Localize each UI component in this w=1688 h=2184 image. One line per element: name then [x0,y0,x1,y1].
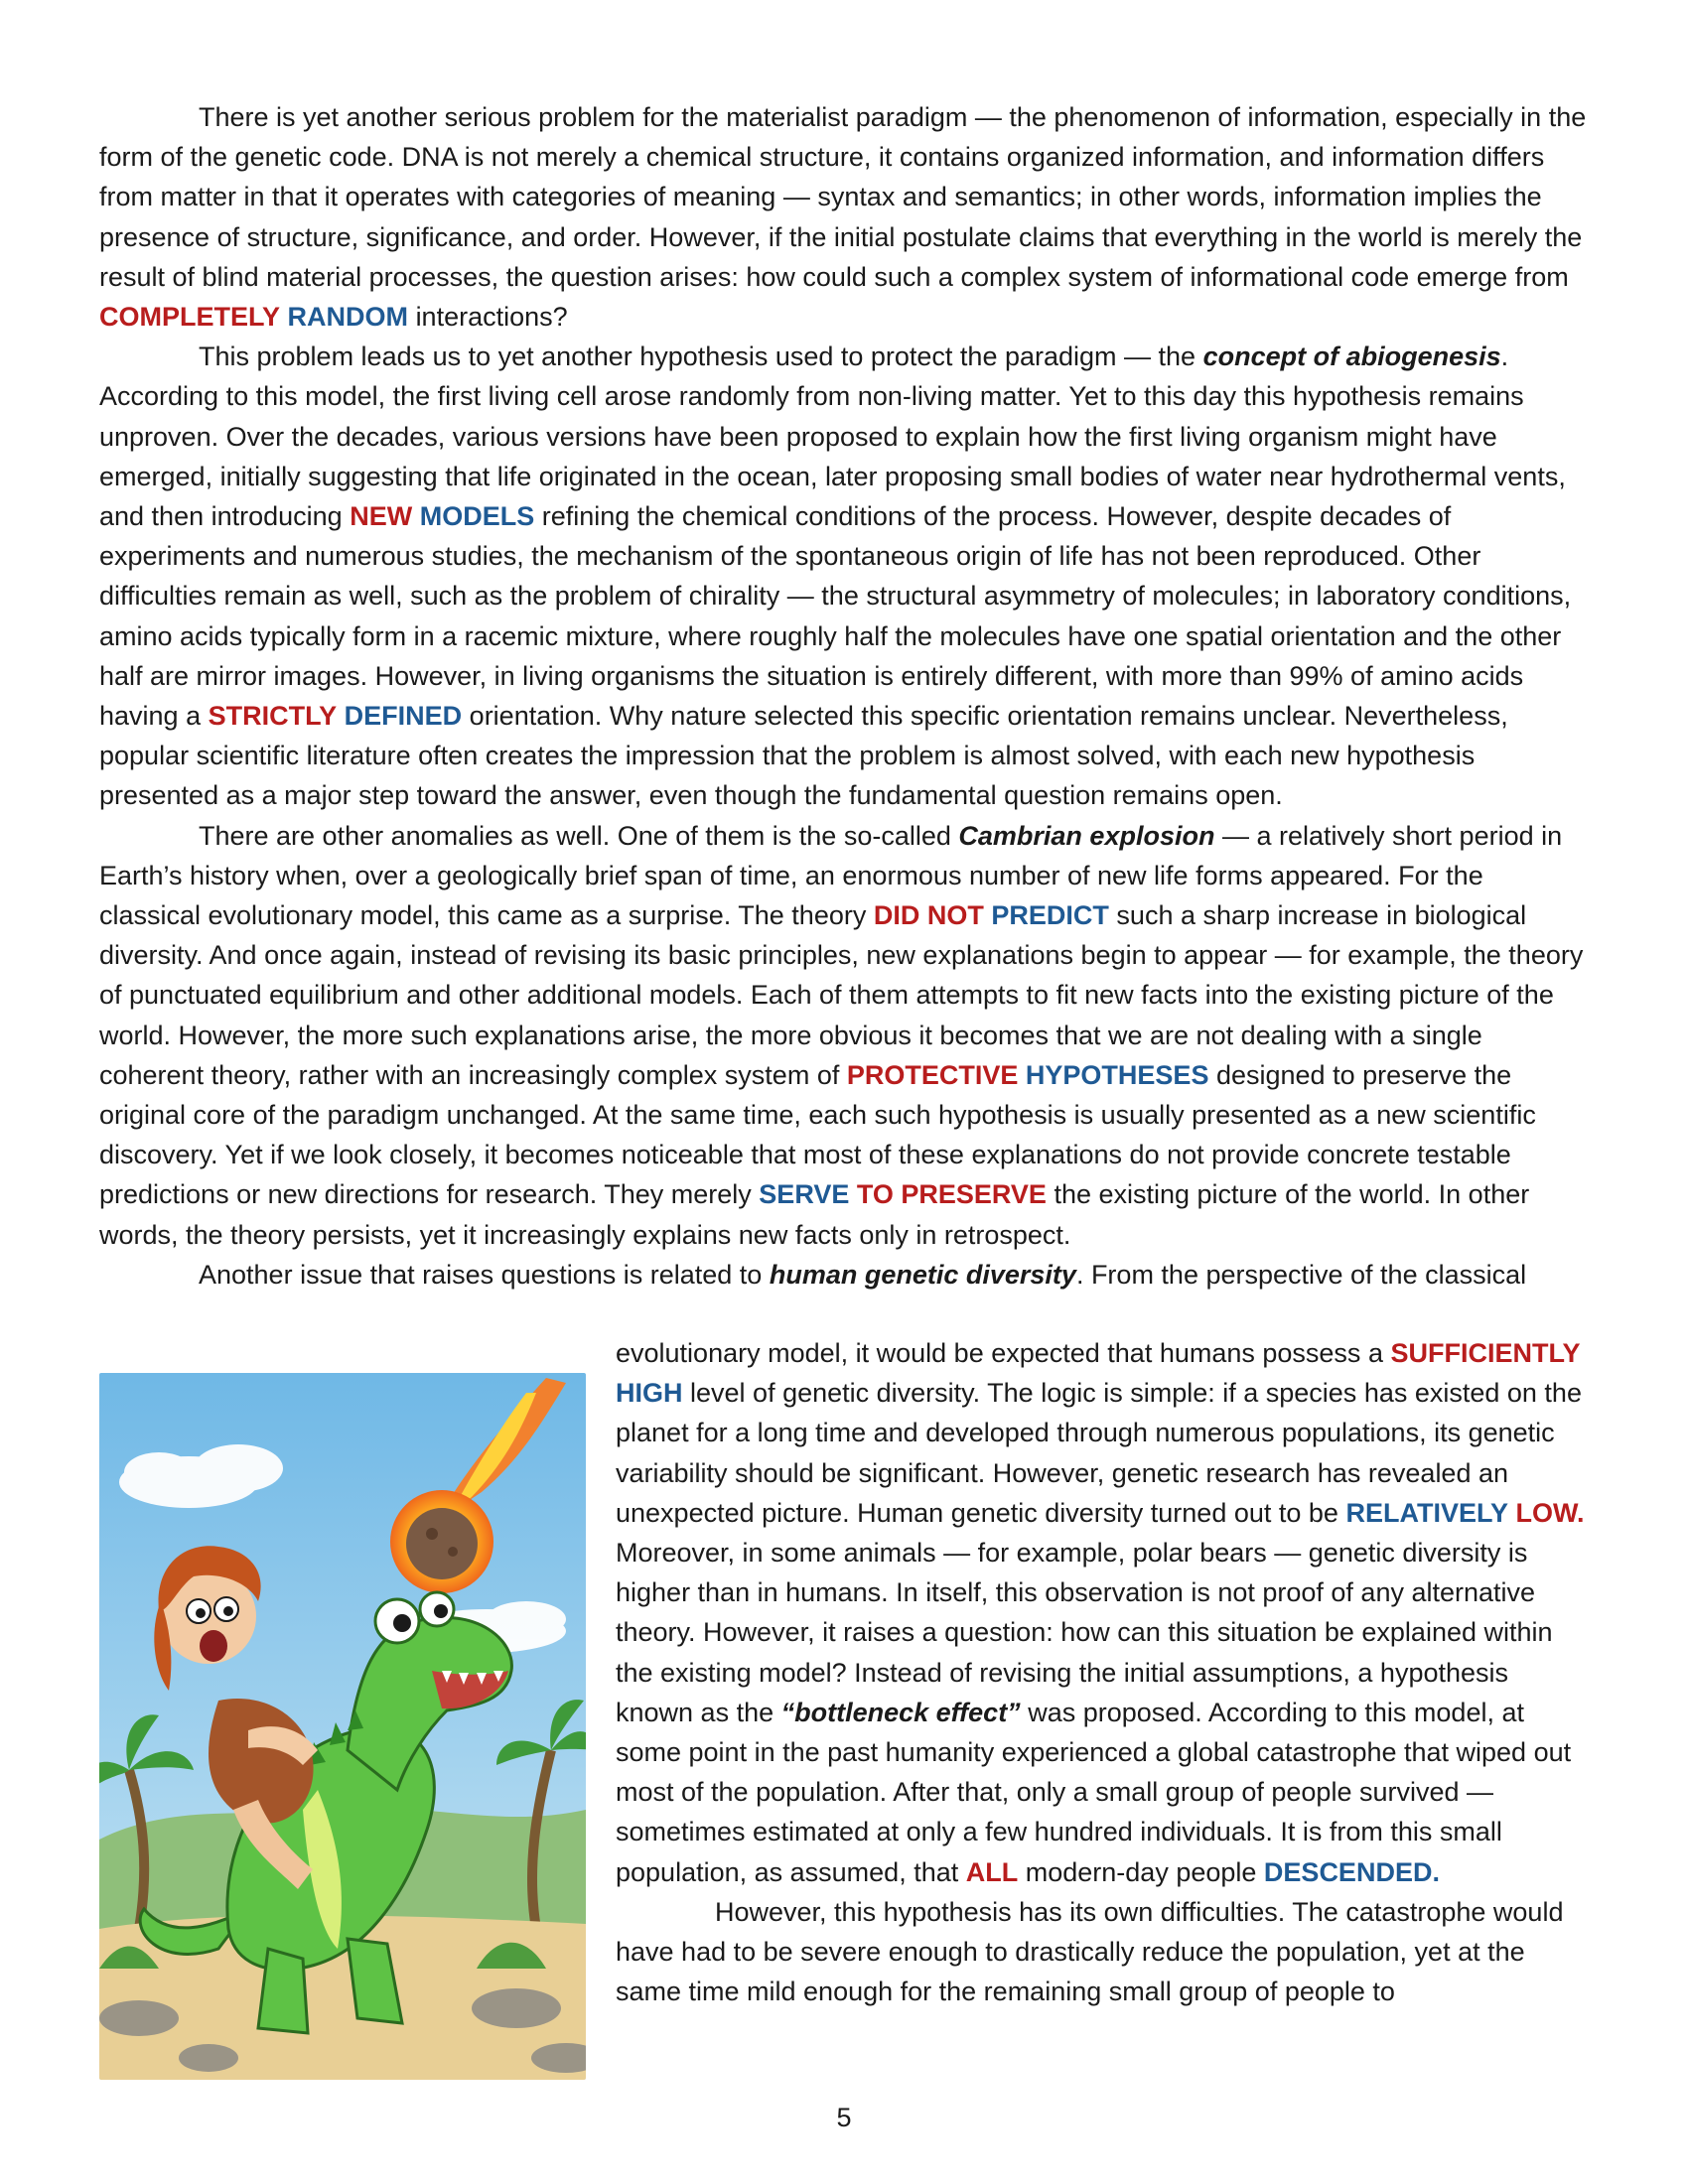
text-beside-illustration [616,1333,1589,2011]
highlight-red: LOW. [1515,1497,1585,1528]
caveman-dinosaur-illustration [99,1373,586,2080]
emphasis: concept of abiogenesis [1202,341,1501,372]
highlight-red: ALL [965,1856,1019,1887]
highlight-blue: DEFINED [344,701,463,732]
highlight-red: DID NOT [873,900,984,931]
emphasis: “bottleneck effect” [780,1697,1021,1727]
highlight-blue: SERVE [759,1179,850,1210]
highlight-blue: PREDICT [991,900,1109,931]
paragraph-bottleneck-difficulties: However, this hypothesis has its own difficulties. The catastrophe would have had to be severe enough to drastically reduce the population, yet at the same time mild enough for the remaining small group of people to [616,1896,1564,2007]
paragraph-genetic-diversity: evolutionary model, it would be expected that humans possess a SUFFICIENTLY HIGH level of genetic diversity. The logic is simple: if a species has existed on the planet for a long time and developed through numerous populations, its genetic variability should be significant. However, genetic research has revealed an unexpected picture. Human genetic diversity turned out to be RELATIVELY LOW. Moreover, in some animals — for example, polar bears — genetic diversity is higher than in humans. In itself, this observation is not proof of any alternative theory. However, it raises a question: how can this situation be explained within the existing model? Instead of revising the initial assumptions, a hypothesis known as the “bottleneck effect” was proposed. According to this model, at some point in the past humanity experienced a global catastrophe that wiped out most of the population. After that, only a small group of people survived — sometimes estimated at only a few hundred individuals. It is from this small population, as assumed, that ALL modern-day people DESCENDED. [616,1338,1585,1887]
highlight-blue: RANDOM [287,302,409,333]
highlight-blue: MODELS [419,501,535,532]
emphasis: human genetic diversity [769,1259,1076,1290]
page-number: 5 [836,2103,852,2132]
highlight-red: PROTECTIVE [846,1059,1019,1090]
caveman-riding-dinosaur-icon [99,1373,586,2080]
emphasis: Cambrian explosion [958,820,1215,851]
highlight-blue: DESCENDED. [1263,1856,1440,1887]
main-text [99,97,1589,1295]
highlight-blue: HIGH [616,1378,683,1409]
paragraph-cambrian: There are other anomalies as well. One of them is the so-called Cambrian explosion — a relatively short period in Earth’s history when, over a geologically brief span of time, an enormous number of new life forms appeared. For the classical evolutionary model, this came as a surprise. The theory DID NOT PREDICT such a sharp increase in biological diversity. And once again, instead of revising its basic principles, new explanations begin to appear — for example, the theory of punctuated equilibrium and other additional models. Each of them attempts to fit new facts into the existing picture of the world. However, the more such explanations arise, the more obvious it becomes that we are not dealing with a single coherent theory, rather with an increasingly complex system of PROTECTIVE HYPOTHESES designed to preserve the original core of the paradigm unchanged. At the same time, each such hypothesis is usually presented as a new scientific discovery. Yet if we look closely, it becomes noticeable that most of these explanations do not provide concrete testable predictions or new directions for research. They merely SERVE TO PRESERVE the existing picture of the world. In other words, the theory persists, yet it increasingly explains new facts only in retrospect. [99,820,1584,1250]
highlight-red: TO PRESERVE [856,1179,1047,1210]
highlight-blue: RELATIVELY [1345,1497,1508,1528]
paragraph-abiogenesis: This problem leads us to yet another hypothesis used to protect the paradigm — the concept of abiogenesis. According to this model, the first living cell arose randomly from non-living matter. Yet to this day this hypothesis remains unproven. Over the decades, various versions have been proposed to explain how the first living organism might have emerged, initially suggesting that life originated in the ocean, later proposing small bodies of water near hydrothermal vents, and then introducing NEW MODELS refining the chemical conditions of the process. However, despite decades of experiments and numerous studies, the mechanism of the spontaneous origin of life has not been reproduced. Other difficulties remain as well, such as the problem of chirality — the structural asymmetry of molecules; in laboratory conditions, amino acids typically form in a racemic mixture, where roughly half the molecules have one spatial orientation and the other half are mirror images. However, in living organisms the situation is entirely different, with more than 99% of amino acids having a STRICTLY DEFINED orientation. Why nature selected this specific orientation remains unclear. Nevertheless, popular scientific literature often creates the impression that the problem is almost solved, with each new hypothesis presented as a major step toward the answer, even though the fundamental question remains open. [99,341,1572,811]
highlight-blue: HYPOTHESES [1025,1059,1209,1090]
highlight-red: STRICTLY [208,701,338,732]
highlight-red: SUFFICIENTLY [1390,1338,1581,1368]
highlight-red: NEW [350,501,413,532]
highlight-red: COMPLETELY [99,302,281,333]
paragraph-genetic-diversity-intro: Another issue that raises questions is related to human genetic diversity. From the perspective of the classical [199,1259,1527,1290]
paragraph-information: There is yet another serious problem for the materialist paradigm — the phenomenon of information, especially in the form of the genetic code. DNA is not merely a chemical structure, it contains organized information, and information differs from matter in that it operates with categories of meaning — syntax and semantics; in other words, information implies the presence of structure, significance, and order. However, if the initial postulate claims that everything in the world is merely the result of blind material processes, the question arises: how could such a complex system of informational code emerge from COMPLETELY RANDOM interactions? [99,102,1587,333]
